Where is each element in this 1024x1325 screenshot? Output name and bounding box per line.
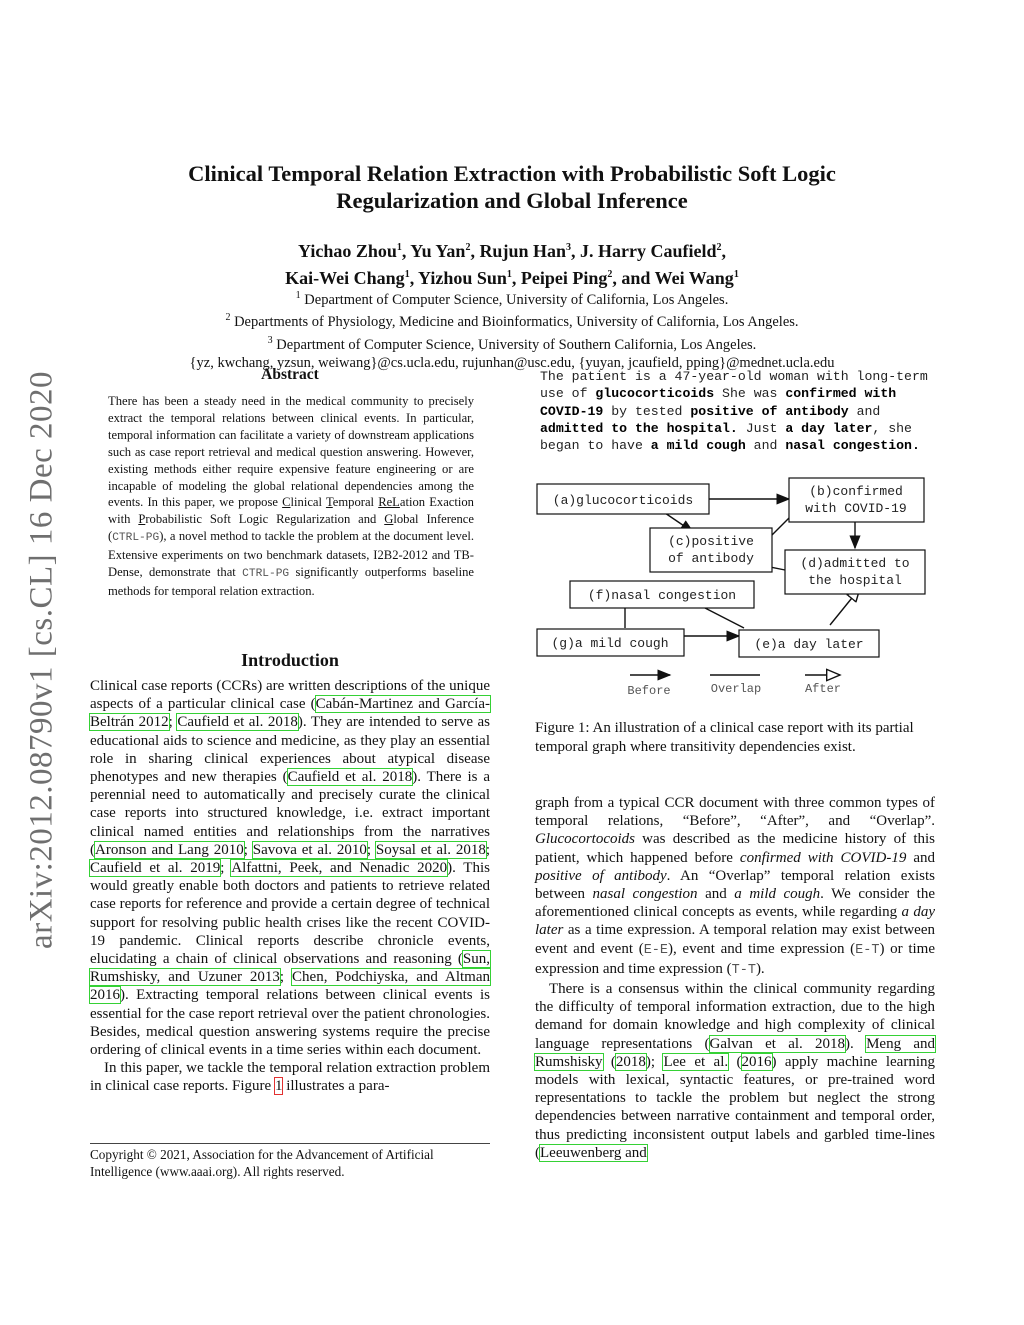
- author-affiliation-mark: 2: [465, 242, 471, 253]
- figure-legend: [627, 675, 841, 698]
- citation-link[interactable]: 2016: [741, 1053, 772, 1070]
- emphasized-term: nasal congestion: [592, 886, 698, 903]
- abstract-heading: Abstract: [261, 366, 319, 383]
- node-e: [739, 630, 879, 657]
- intro-paragraph-1: Clinical case reports (CCRs) are written descriptions of the unique aspects of a particular clinical case (Cabán-Martinez and García-Beltrán 2012; Caufield et al. 2018). They are intended to serve as educational aids to science and medicine, as they play an essential role in sharing clinical experiences about atypical disease phenotypes and new therapies (Caufield et al. 2018). There is a perennial need to automatically and precisely curate the clinical case reports into structured knowledge, i.e. extract important clinical named entities and relationships from the narratives (Aronson and Lang 2010; Savova et al. 2010; Soysal et al. 2018; Caufield et al. 2019; Alfattni, Peek, and Nenadic 2020). This would greatly enable both doctors and patients to retrieve related case reports for reference and provide a certain degree of technical support for resolving public health crises like the recent COVID-19 pandemic. Clinical reports describe chronicle events, elucidating a chain of clinical observations and reasoning (Sun, Rumshisky, and Uzuner 2013; Chen, Podchiyska, and Altman 2016). Extracting temporal relations between clinical events is essential for the case report retrieval over the patient chronologies. Besides, medical question answering systems require the precise ordering of clinical events in a time series within each document.: [90, 678, 491, 1059]
- introduction-body: [90, 677, 490, 1096]
- svg-text:of antibody: of antibody: [668, 551, 754, 566]
- svg-text:(f)nasal congestion: (f)nasal congestion: [587, 588, 737, 603]
- author-affiliation-mark: 2: [716, 242, 722, 253]
- emphasized-term: confirmed with COVID-19: [739, 849, 907, 866]
- method-name: CTRL-PG: [112, 532, 160, 545]
- citation-link[interactable]: Caufield et al. 2018: [177, 714, 298, 731]
- author-affiliation-mark: 2: [607, 269, 613, 280]
- svg-text:(a)glucocorticoids: (a)glucocorticoids: [552, 493, 694, 508]
- svg-text:(d)admitted to: (d)admitted to: [800, 556, 910, 571]
- emphasized-term: a day later: [535, 904, 935, 939]
- legend-after-label: After: [804, 682, 842, 696]
- relation-type-code: E-E: [643, 942, 668, 958]
- right-column-body: [535, 794, 935, 1162]
- edge-f-e: [705, 608, 744, 628]
- case-event-term: admitted to the hospital.: [540, 420, 738, 436]
- title-line-1: Clinical Temporal Relation Extraction with Probabilistic Soft Logic: [188, 161, 836, 186]
- svg-text:(e)a day later: (e)a day later: [754, 637, 864, 652]
- citation-link[interactable]: Meng and Rumshisky: [535, 1035, 936, 1070]
- citation-link[interactable]: Caufield et al. 2018: [287, 769, 413, 786]
- affiliation-line: $^1$ Department of Computer Science, University of California, Los Angeles.: [295, 290, 729, 308]
- emphasized-term: positive of antibody: [535, 867, 667, 884]
- case-event-term: a day later: [785, 420, 873, 436]
- svg-text:with COVID-19: with COVID-19: [805, 501, 907, 516]
- author-name: Yu Yan: [410, 241, 466, 261]
- author-name: Peipei Ping: [520, 268, 608, 288]
- figure-reference-link[interactable]: 1: [274, 1078, 283, 1095]
- node-c: [650, 528, 772, 572]
- citation-link[interactable]: Sun, Rumshisky, and Uzuner 2013: [90, 951, 490, 986]
- citation-link[interactable]: Alfattni, Peek, and Nenadic 2020: [231, 860, 448, 877]
- case-event-term: nasal congestion.: [785, 438, 920, 454]
- author-affiliation-mark: 1: [506, 269, 512, 280]
- author-name: J. Harry Caufield: [579, 241, 717, 261]
- edge-c-b: [771, 518, 789, 536]
- citation-link[interactable]: Soysal et al. 2018: [375, 841, 486, 858]
- author-name: Rujun Han: [479, 241, 566, 261]
- citation-link[interactable]: Cabán-Martinez and García-Beltrán 2012: [90, 696, 490, 731]
- right-paragraph-1: graph from a typical CCR document with three common types of temporal relations, “Before”, “After”, and “Overlap”. Glucocortocoids was described as the medicine history of this patient, which happened before confirmed with COVID-19 and positive of antibody. An “Overlap” temporal relation exists between nasal congestion and a mild cough. We consider the aforementioned clinical concepts as events, while regarding a day later as a time expression. A temporal relation may exist between event and event (E-E), event and time expression (E-T) or time expression and time expression (T-T).: [535, 795, 935, 978]
- title-line-2: Regularization and Global Inference: [336, 188, 688, 213]
- intro-paragraph-2: In this paper, we tackle the temporal relation extraction problem in clinical case reports. Figure 1 illustrates a para-: [90, 1060, 490, 1095]
- relation-type-code: E-T: [855, 942, 880, 958]
- author-name: Wei Wang: [654, 268, 734, 288]
- author-line-2: Kai-Wei Chang$^1$, Yizhou Sun$^1$, Peipei Ping$^2$, and Wei Wang$^1$: [285, 268, 739, 288]
- affiliation-line: $^2$ Departments of Physiology, Medicine and Bioinformatics, University of California, Los Angeles.: [225, 312, 799, 331]
- node-b: [789, 478, 924, 522]
- legend-overlap-label: Overlap: [710, 682, 762, 696]
- case-report-excerpt: The patient is a 47-year-old woman with long-term use of glucocorticoids She was confirmed with COVID-19 by tested positive of antibody and admitted to the hospital. Just a day later, she began to have a mild cough and nasal congestion.: [540, 369, 936, 454]
- figure-caption: Figure 1: An illustration of a clinical case report with its partial temporal graph where transitivity dependencies exist.: [535, 720, 914, 755]
- arxiv-identifier: [22, 350, 62, 970]
- node-f: [570, 581, 754, 608]
- author-affiliation-mark: 3: [565, 242, 571, 253]
- relation-type-code: T-T: [731, 962, 756, 978]
- emphasized-term: Glucocortocoids: [535, 831, 635, 848]
- author-affiliation-mark: 1: [396, 242, 402, 253]
- citation-link[interactable]: Aronson and Lang 2010: [95, 841, 244, 858]
- node-g: [537, 629, 684, 656]
- svg-text:(b)confirmed: (b)confirmed: [809, 484, 903, 499]
- affiliations: [100, 287, 924, 372]
- copyright-notice: Copyright © 2021, Association for the Advancement of Artificial Intelligence (www.aaai.org). All rights reserved.: [90, 1143, 490, 1180]
- case-event-term: confirmed with COVID-19: [540, 386, 905, 419]
- legend-before-label: Before: [627, 684, 671, 698]
- citation-link[interactable]: Leeuwenberg and: [540, 1144, 647, 1161]
- author-line-1: Yichao Zhou$^1$, Yu Yan$^2$, Rujun Han$^3$, J. Harry Caufield$^2$,: [298, 241, 726, 261]
- author-name: Kai-Wei Chang: [285, 268, 405, 288]
- citation-link[interactable]: Lee et al.: [663, 1053, 729, 1070]
- author-name: Yizhou Sun: [418, 268, 507, 288]
- case-event-term: a mild cough: [650, 438, 746, 454]
- node-a: [537, 484, 709, 514]
- author-list: [100, 236, 924, 290]
- citation-link[interactable]: Caufield et al. 2019: [90, 860, 221, 877]
- right-paragraph-2: There is a consensus within the clinical community regarding the difficulty of temporal information extraction, due to the high demand for domain knowledge and high complexity of clinical language representations (Galvan et al. 2018). Meng and Rumshisky (2018); Lee et al. (2016) apply machine learning models with lexical, syntactic features, or pre-trained word representations to tackle the problem but neglect the strong dependencies between narrative containment and temporal order, thus predicting inconsistent output labels and garbled time-lines (Leeuwenberg and: [535, 981, 936, 1161]
- svg-text:(c)positive: (c)positive: [668, 534, 754, 549]
- svg-text:(g)a mild cough: (g)a mild cough: [551, 636, 669, 651]
- node-d: [785, 550, 925, 594]
- citation-link[interactable]: Galvan et al. 2018: [709, 1035, 846, 1052]
- svg-text:the hospital: the hospital: [808, 573, 902, 588]
- introduction-heading: Introduction: [241, 650, 339, 670]
- affiliation-line: {yz, kwchang, yzsun, weiwang}@cs.ucla.edu, rujunhan@usc.edu, {yuyan, jcaufield, pping}@mednet.ucla.edu: [189, 354, 835, 371]
- author-affiliation-mark: 1: [404, 269, 410, 280]
- case-event-term: positive of antibody: [690, 403, 849, 419]
- affiliation-line: $^3$ Department of Computer Science, University of Southern California, Los Angeles.: [267, 334, 757, 353]
- citation-link[interactable]: 2018: [615, 1053, 646, 1070]
- citation-link[interactable]: Savova et al. 2010: [252, 841, 367, 858]
- author-affiliation-mark: 1: [733, 269, 739, 280]
- emphasized-term: a mild cough: [734, 886, 821, 903]
- author-name: Yichao Zhou: [298, 241, 397, 261]
- temporal-graph-figure: [530, 470, 940, 710]
- case-event-term: glucocorticoids: [595, 386, 715, 402]
- method-name: CTRL-PG: [242, 568, 290, 581]
- abstract-body: There has been a steady need in the medical community to precisely extract the temporal relations between clinical events. In particular, temporal information can facilitate a variety of downstream applications such as case report retrieval and medical question answering. However, existing methods either require expensive feature engineering or are incapable of modeling the global relational dependencies among the events. In this paper, we propose Clinical Temporal ReLation Exaction with Probabilistic Soft Logic Regularization and Global Inference (CTRL-PG), a novel method to tackle the problem at the document level. Extensive experiments on two benchmark datasets, I2B2-2012 and TB-Dense, demonstrate that CTRL-PG significantly outperforms baseline methods for temporal relation extraction.: [108, 394, 474, 598]
- citation-link[interactable]: Chen, Podchiyska, and Altman 2016: [90, 969, 490, 1004]
- paper-title: [100, 160, 924, 214]
- arxiv-id-text: arXiv:2012.08790v1 [cs.CL] 16 Dec 2020: [23, 370, 60, 950]
